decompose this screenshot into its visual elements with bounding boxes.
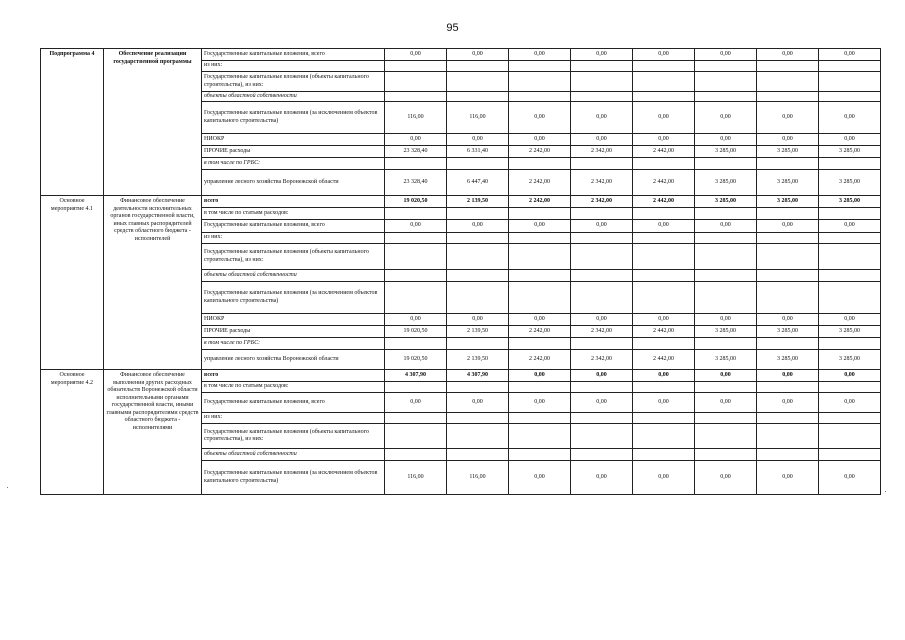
value-cell: 2 242,00 bbox=[509, 146, 571, 158]
value-cell: 0,00 bbox=[819, 393, 881, 413]
value-cell: 19 020,50 bbox=[385, 350, 447, 370]
value-cell bbox=[571, 72, 633, 92]
value-cell bbox=[819, 61, 881, 72]
value-cell bbox=[819, 413, 881, 424]
value-cell bbox=[571, 270, 633, 282]
program-code-cell: Основное мероприятие 4.1 bbox=[41, 196, 104, 370]
value-cell: 0,00 bbox=[633, 393, 695, 413]
value-cell bbox=[571, 424, 633, 449]
value-cell bbox=[509, 208, 571, 220]
value-cell: 2 442,00 bbox=[633, 196, 695, 208]
value-cell: 0,00 bbox=[633, 49, 695, 61]
value-cell bbox=[447, 92, 509, 102]
value-cell: 3 285,00 bbox=[695, 326, 757, 338]
value-cell: 0,00 bbox=[571, 49, 633, 61]
value-cell: 2 342,00 bbox=[571, 146, 633, 158]
value-cell bbox=[695, 72, 757, 92]
value-cell bbox=[509, 158, 571, 170]
value-cell: 0,00 bbox=[509, 370, 571, 382]
value-cell bbox=[819, 158, 881, 170]
value-cell bbox=[447, 424, 509, 449]
value-cell bbox=[819, 92, 881, 102]
expense-item-label: из них: bbox=[202, 233, 385, 244]
value-cell bbox=[385, 270, 447, 282]
value-cell: 0,00 bbox=[447, 49, 509, 61]
value-cell: 6 331,40 bbox=[447, 146, 509, 158]
value-cell: 2 342,00 bbox=[571, 350, 633, 370]
value-cell bbox=[633, 92, 695, 102]
value-cell: 0,00 bbox=[385, 134, 447, 146]
value-cell bbox=[695, 382, 757, 393]
value-cell: 2 342,00 bbox=[571, 170, 633, 196]
scan-artifact bbox=[7, 487, 8, 488]
value-cell bbox=[509, 92, 571, 102]
value-cell: 116,00 bbox=[385, 461, 447, 495]
expense-item-label: объекты областной собственности bbox=[202, 92, 385, 102]
value-cell: 0,00 bbox=[695, 314, 757, 326]
value-cell bbox=[385, 338, 447, 350]
value-cell bbox=[757, 424, 819, 449]
expense-item-label: всего bbox=[202, 196, 385, 208]
value-cell bbox=[509, 282, 571, 314]
value-cell: 3 285,00 bbox=[819, 326, 881, 338]
value-cell bbox=[819, 382, 881, 393]
value-cell bbox=[385, 413, 447, 424]
expense-item-label: Государственные капитальные вложения (объекты капитального строительства), из них: bbox=[202, 244, 385, 270]
table-row bbox=[41, 49, 881, 61]
value-cell: 2 442,00 bbox=[633, 350, 695, 370]
value-cell bbox=[633, 244, 695, 270]
value-cell: 0,00 bbox=[695, 134, 757, 146]
value-cell bbox=[509, 424, 571, 449]
value-cell bbox=[447, 61, 509, 72]
value-cell bbox=[819, 338, 881, 350]
value-cell bbox=[447, 233, 509, 244]
value-cell: 0,00 bbox=[695, 393, 757, 413]
value-cell bbox=[633, 158, 695, 170]
value-cell: 3 285,00 bbox=[819, 170, 881, 196]
value-cell: 0,00 bbox=[571, 220, 633, 233]
value-cell bbox=[509, 244, 571, 270]
expense-item-label: в том числе по ГРБС: bbox=[202, 338, 385, 350]
expense-item-label: объекты областной собственности bbox=[202, 449, 385, 461]
value-cell: 0,00 bbox=[385, 220, 447, 233]
value-cell bbox=[447, 282, 509, 314]
value-cell bbox=[695, 338, 757, 350]
value-cell bbox=[633, 270, 695, 282]
value-cell bbox=[695, 282, 757, 314]
value-cell: 0,00 bbox=[509, 220, 571, 233]
value-cell: 4 307,90 bbox=[385, 370, 447, 382]
value-cell bbox=[819, 449, 881, 461]
value-cell bbox=[819, 244, 881, 270]
value-cell: 0,00 bbox=[633, 370, 695, 382]
value-cell: 2 342,00 bbox=[571, 326, 633, 338]
value-cell: 0,00 bbox=[757, 314, 819, 326]
value-cell: 0,00 bbox=[819, 134, 881, 146]
expense-item-label: в том числе по ГРБС: bbox=[202, 158, 385, 170]
value-cell: 2 242,00 bbox=[509, 350, 571, 370]
value-cell bbox=[633, 72, 695, 92]
expense-item-label: Государственные капитальные вложения, всего bbox=[202, 220, 385, 233]
expense-item-label: из них: bbox=[202, 61, 385, 72]
value-cell: 116,00 bbox=[447, 461, 509, 495]
value-cell bbox=[571, 92, 633, 102]
value-cell: 0,00 bbox=[819, 49, 881, 61]
value-cell: 0,00 bbox=[633, 314, 695, 326]
value-cell bbox=[819, 424, 881, 449]
value-cell bbox=[633, 413, 695, 424]
expense-item-label: Государственные капитальные вложения, всего bbox=[202, 393, 385, 413]
value-cell: 3 285,00 bbox=[757, 196, 819, 208]
value-cell bbox=[757, 413, 819, 424]
value-cell bbox=[571, 61, 633, 72]
value-cell bbox=[509, 270, 571, 282]
value-cell bbox=[695, 92, 757, 102]
value-cell bbox=[509, 233, 571, 244]
value-cell bbox=[447, 449, 509, 461]
value-cell bbox=[757, 208, 819, 220]
value-cell: 0,00 bbox=[509, 314, 571, 326]
value-cell bbox=[447, 244, 509, 270]
value-cell: 0,00 bbox=[695, 461, 757, 495]
expense-item-label: в том числе по статьям расходов: bbox=[202, 208, 385, 220]
value-cell: 3 285,00 bbox=[819, 146, 881, 158]
value-cell bbox=[757, 382, 819, 393]
expense-item-label: Государственные капитальные вложения (объекты капитального строительства), из них: bbox=[202, 72, 385, 92]
table-row bbox=[41, 196, 881, 208]
value-cell bbox=[385, 208, 447, 220]
value-cell bbox=[571, 244, 633, 270]
value-cell: 0,00 bbox=[385, 393, 447, 413]
expense-item-label: Государственные капитальные вложения (за исключением объектов капитального строительства) bbox=[202, 282, 385, 314]
value-cell: 0,00 bbox=[447, 314, 509, 326]
value-cell: 0,00 bbox=[509, 393, 571, 413]
value-cell: 0,00 bbox=[509, 134, 571, 146]
value-cell bbox=[385, 158, 447, 170]
value-cell bbox=[571, 382, 633, 393]
value-cell bbox=[633, 382, 695, 393]
value-cell: 0,00 bbox=[819, 370, 881, 382]
value-cell bbox=[819, 72, 881, 92]
value-cell bbox=[695, 449, 757, 461]
value-cell bbox=[757, 61, 819, 72]
value-cell: 0,00 bbox=[695, 220, 757, 233]
value-cell: 0,00 bbox=[633, 102, 695, 134]
value-cell: 0,00 bbox=[695, 49, 757, 61]
value-cell bbox=[633, 208, 695, 220]
value-cell bbox=[385, 282, 447, 314]
table-row bbox=[41, 370, 881, 382]
value-cell: 0,00 bbox=[447, 134, 509, 146]
value-cell bbox=[447, 413, 509, 424]
value-cell bbox=[757, 282, 819, 314]
value-cell: 116,00 bbox=[385, 102, 447, 134]
value-cell bbox=[819, 233, 881, 244]
value-cell bbox=[385, 382, 447, 393]
value-cell: 2 139,50 bbox=[447, 326, 509, 338]
value-cell: 0,00 bbox=[571, 370, 633, 382]
value-cell bbox=[385, 92, 447, 102]
value-cell: 0,00 bbox=[757, 370, 819, 382]
value-cell: 0,00 bbox=[447, 393, 509, 413]
value-cell: 0,00 bbox=[571, 134, 633, 146]
value-cell bbox=[509, 413, 571, 424]
expense-item-label: Государственные капитальные вложения, всего bbox=[202, 49, 385, 61]
value-cell: 3 285,00 bbox=[757, 170, 819, 196]
value-cell: 0,00 bbox=[819, 220, 881, 233]
value-cell bbox=[509, 382, 571, 393]
expense-item-label: ПРОЧИЕ расходы bbox=[202, 146, 385, 158]
value-cell: 2 242,00 bbox=[509, 196, 571, 208]
value-cell bbox=[509, 338, 571, 350]
value-cell: 0,00 bbox=[571, 461, 633, 495]
value-cell: 2 342,00 bbox=[571, 196, 633, 208]
value-cell bbox=[819, 270, 881, 282]
expense-item-label: объекты областной собственности bbox=[202, 270, 385, 282]
value-cell: 2 442,00 bbox=[633, 170, 695, 196]
value-cell bbox=[633, 233, 695, 244]
program-code-cell: Основное мероприятие 4.2 bbox=[41, 370, 104, 495]
value-cell bbox=[385, 244, 447, 270]
value-cell bbox=[571, 413, 633, 424]
value-cell: 0,00 bbox=[757, 461, 819, 495]
program-name-cell: Финансовое обеспечение деятельности исполнительных органов государственной власти, иных главных распорядителей средств областного бюджета - исполнителей bbox=[104, 196, 202, 370]
value-cell bbox=[757, 92, 819, 102]
value-cell bbox=[695, 158, 757, 170]
value-cell bbox=[571, 208, 633, 220]
value-cell: 2 242,00 bbox=[509, 326, 571, 338]
value-cell: 0,00 bbox=[633, 220, 695, 233]
value-cell: 3 285,00 bbox=[695, 146, 757, 158]
value-cell: 4 307,90 bbox=[447, 370, 509, 382]
value-cell: 0,00 bbox=[819, 314, 881, 326]
expense-item-label: Государственные капитальные вложения (объекты капитального строительства), из них: bbox=[202, 424, 385, 449]
value-cell bbox=[695, 270, 757, 282]
value-cell: 2 139,50 bbox=[447, 196, 509, 208]
value-cell bbox=[819, 282, 881, 314]
value-cell bbox=[571, 282, 633, 314]
value-cell: 0,00 bbox=[509, 461, 571, 495]
value-cell: 3 285,00 bbox=[695, 196, 757, 208]
value-cell: 2 442,00 bbox=[633, 326, 695, 338]
value-cell bbox=[757, 270, 819, 282]
expense-item-label: НИОКР bbox=[202, 134, 385, 146]
value-cell bbox=[819, 208, 881, 220]
value-cell: 0,00 bbox=[757, 220, 819, 233]
value-cell bbox=[695, 424, 757, 449]
value-cell bbox=[757, 72, 819, 92]
value-cell bbox=[571, 158, 633, 170]
value-cell bbox=[447, 158, 509, 170]
expense-item-label: Государственные капитальные вложения (за исключением объектов капитального строительства) bbox=[202, 461, 385, 495]
value-cell: 2 139,50 bbox=[447, 350, 509, 370]
scan-artifact bbox=[885, 491, 886, 492]
expense-item-label: управление лесного хозяйства Воронежской области bbox=[202, 170, 385, 196]
program-name-cell: Обеспечение реализации государственной программы bbox=[104, 49, 202, 196]
value-cell: 0,00 bbox=[819, 461, 881, 495]
value-cell: 0,00 bbox=[757, 102, 819, 134]
value-cell bbox=[695, 413, 757, 424]
value-cell bbox=[695, 208, 757, 220]
value-cell: 0,00 bbox=[509, 102, 571, 134]
value-cell bbox=[757, 233, 819, 244]
value-cell bbox=[633, 424, 695, 449]
value-cell bbox=[695, 233, 757, 244]
value-cell: 0,00 bbox=[571, 393, 633, 413]
expense-item-label: всего bbox=[202, 370, 385, 382]
value-cell bbox=[509, 72, 571, 92]
value-cell: 0,00 bbox=[819, 102, 881, 134]
value-cell: 0,00 bbox=[695, 370, 757, 382]
value-cell bbox=[385, 233, 447, 244]
budget-table bbox=[40, 48, 881, 495]
expense-item-label: из них: bbox=[202, 413, 385, 424]
value-cell: 0,00 bbox=[385, 314, 447, 326]
value-cell bbox=[633, 449, 695, 461]
value-cell bbox=[385, 72, 447, 92]
value-cell: 3 285,00 bbox=[819, 350, 881, 370]
value-cell: 3 285,00 bbox=[757, 350, 819, 370]
value-cell: 3 285,00 bbox=[695, 350, 757, 370]
value-cell: 0,00 bbox=[447, 220, 509, 233]
value-cell bbox=[385, 61, 447, 72]
value-cell bbox=[695, 61, 757, 72]
value-cell bbox=[571, 233, 633, 244]
value-cell bbox=[571, 338, 633, 350]
value-cell bbox=[757, 338, 819, 350]
value-cell: 3 285,00 bbox=[757, 326, 819, 338]
expense-item-label: в том числе по статьям расходов: bbox=[202, 382, 385, 393]
value-cell: 0,00 bbox=[385, 49, 447, 61]
value-cell: 2 442,00 bbox=[633, 146, 695, 158]
expense-item-label: НИОКР bbox=[202, 314, 385, 326]
value-cell: 19 020,50 bbox=[385, 196, 447, 208]
value-cell: 0,00 bbox=[633, 134, 695, 146]
value-cell bbox=[385, 424, 447, 449]
value-cell: 6 447,40 bbox=[447, 170, 509, 196]
value-cell bbox=[633, 61, 695, 72]
value-cell: 23 328,40 bbox=[385, 146, 447, 158]
value-cell: 3 285,00 bbox=[819, 196, 881, 208]
value-cell bbox=[447, 338, 509, 350]
value-cell bbox=[447, 270, 509, 282]
value-cell bbox=[633, 338, 695, 350]
value-cell: 0,00 bbox=[757, 49, 819, 61]
value-cell: 0,00 bbox=[633, 461, 695, 495]
value-cell bbox=[695, 244, 757, 270]
value-cell: 2 242,00 bbox=[509, 170, 571, 196]
expense-item-label: Государственные капитальные вложения (за исключением объектов капитального строительства) bbox=[202, 102, 385, 134]
value-cell: 0,00 bbox=[757, 393, 819, 413]
value-cell bbox=[633, 282, 695, 314]
table-body bbox=[41, 49, 881, 495]
program-code-cell: Подпрограмма 4 bbox=[41, 49, 104, 196]
page-number: 95 bbox=[446, 22, 459, 34]
value-cell bbox=[571, 449, 633, 461]
expense-item-label: ПРОЧИЕ расходы bbox=[202, 326, 385, 338]
value-cell bbox=[447, 382, 509, 393]
value-cell bbox=[447, 208, 509, 220]
value-cell bbox=[757, 158, 819, 170]
value-cell: 3 285,00 bbox=[757, 146, 819, 158]
value-cell: 23 328,40 bbox=[385, 170, 447, 196]
value-cell: 0,00 bbox=[509, 49, 571, 61]
value-cell bbox=[509, 61, 571, 72]
value-cell bbox=[447, 72, 509, 92]
value-cell: 0,00 bbox=[571, 102, 633, 134]
value-cell bbox=[509, 449, 571, 461]
expense-item-label: управление лесного хозяйства Воронежской области bbox=[202, 350, 385, 370]
value-cell: 0,00 bbox=[571, 314, 633, 326]
value-cell: 0,00 bbox=[757, 134, 819, 146]
value-cell bbox=[757, 244, 819, 270]
program-name-cell: Финансовое обеспечение выполнения других расходных обязательств Воронежской области исполнительными органами государственной власти, иными главными распорядителями средств областного бюджета - исполнителями bbox=[104, 370, 202, 495]
value-cell bbox=[757, 449, 819, 461]
value-cell bbox=[385, 449, 447, 461]
value-cell: 116,00 bbox=[447, 102, 509, 134]
value-cell: 3 285,00 bbox=[695, 170, 757, 196]
value-cell: 19 020,50 bbox=[385, 326, 447, 338]
value-cell: 0,00 bbox=[695, 102, 757, 134]
